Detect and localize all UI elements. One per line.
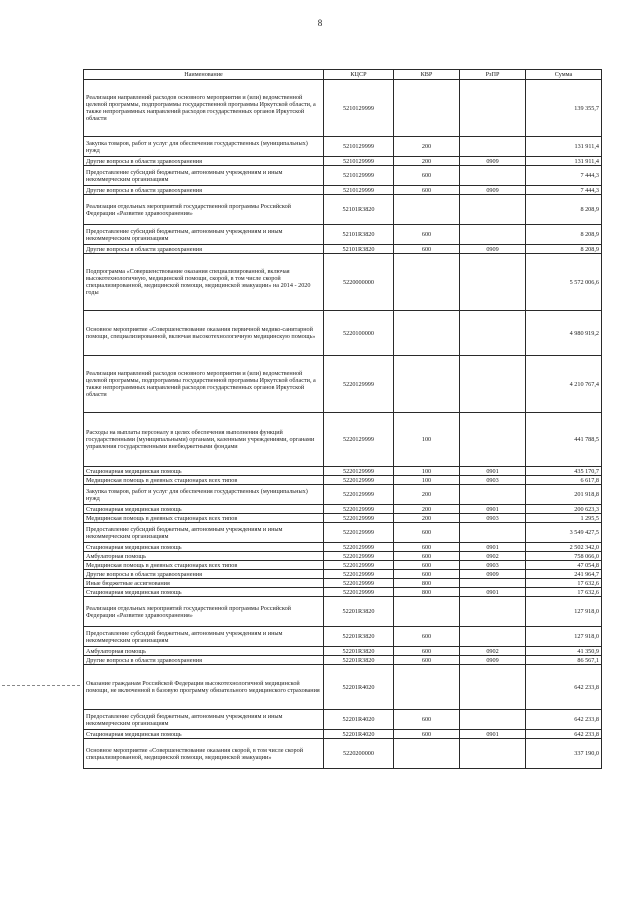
cell-kvr: 600 [394,627,460,647]
cell-kcsr: 5210129999 [324,166,394,186]
table-row [84,561,602,570]
cell-kvr: 600 [394,647,460,656]
cell-kvr: 200 [394,505,460,514]
cell-name: Предоставление субсидий бюджетным, автономным учреждениям и иным некоммерческим организациям [84,166,324,186]
cell-kvr: 200 [394,157,460,166]
cell-sum: 131 911,4 [526,157,602,166]
cell-kvr: 800 [394,579,460,588]
cell-kcsr: 5220129999 [324,485,394,505]
cell-sum: 4 210 767,4 [526,356,602,413]
cell-sum: 642 233,8 [526,665,602,710]
cell-rzpr [460,166,526,186]
cell-rzpr: 0901 [460,467,526,476]
cell-sum: 41 350,9 [526,647,602,656]
cell-name: Реализация направлений расходов основного мероприятия и (или) ведомственной целевой программы, подпрограммы государственной программы Иркутской области, а также непрограммных направлений расходов государственных органов Иркутской области [84,80,324,137]
table-row [84,311,602,356]
cell-name: Стационарная медицинская помощь [84,543,324,552]
cell-rzpr: 0903 [460,514,526,523]
cell-kvr: 600 [394,552,460,561]
cell-rzpr [460,579,526,588]
cell-name: Предоставление субсидий бюджетным, автономным учреждениям и иным некоммерческим организациям [84,627,324,647]
header-sum: Сумма [526,70,602,80]
cell-rzpr [460,413,526,467]
cell-name: Предоставление субсидий бюджетным, автономным учреждениям и иным некоммерческим организациям [84,523,324,543]
cell-name: Другие вопросы в области здравоохранения [84,157,324,166]
table-row [84,505,602,514]
cell-rzpr: 0903 [460,561,526,570]
cell-kcsr: 5220129999 [324,579,394,588]
cell-kvr: 600 [394,225,460,245]
cell-rzpr [460,523,526,543]
cell-kcsr: 5220129999 [324,552,394,561]
cell-kcsr: 5220200000 [324,739,394,769]
cell-kcsr: 52201R4020 [324,710,394,730]
cell-sum: 8 208,9 [526,195,602,225]
cell-rzpr: 0901 [460,505,526,514]
cell-name: Другие вопросы в области здравоохранения [84,245,324,254]
cell-rzpr: 0909 [460,186,526,195]
cell-kcsr: 52201R4020 [324,665,394,710]
cell-name: Стационарная медицинская помощь [84,467,324,476]
cell-name: Реализация отдельных мероприятий государственной программы Российской Федерации «Развитие здравоохранения» [84,597,324,627]
table-row [84,647,602,656]
table-row [84,225,602,245]
table-row [84,245,602,254]
table-row [84,656,602,665]
cell-rzpr [460,254,526,311]
cell-rzpr [460,597,526,627]
cell-kvr [394,597,460,627]
cell-kvr: 100 [394,467,460,476]
cell-name: Стационарная медицинская помощь [84,730,324,739]
table-row [84,157,602,166]
cell-kcsr: 52101R3820 [324,245,394,254]
cell-sum: 131 911,4 [526,137,602,157]
cell-kvr: 600 [394,245,460,254]
cell-name: Подпрограмма «Совершенствование оказания специализированной, включая высокотехнологичную, медицинской помощи, скорой, в том числе скорой специализированной, медицинской помощи, медицинской эвакуации» на 2014 - 2020 годы [84,254,324,311]
cell-kcsr: 5220129999 [324,523,394,543]
cell-rzpr: 0903 [460,476,526,485]
table-row [84,710,602,730]
table-row [84,665,602,710]
cell-name: Амбулаторная помощь [84,647,324,656]
cell-kvr: 600 [394,570,460,579]
cell-kvr: 800 [394,588,460,597]
header-rzpr: РзПР [460,70,526,80]
cell-sum: 8 208,9 [526,245,602,254]
cell-rzpr [460,311,526,356]
header-kcsr: КЦСР [324,70,394,80]
cell-kvr: 600 [394,730,460,739]
cell-kvr: 600 [394,561,460,570]
cell-kvr: 600 [394,656,460,665]
cell-rzpr [460,137,526,157]
cell-kvr: 600 [394,166,460,186]
cell-name: Закупка товаров, работ и услуг для обеспечения государственных (муниципальных) нужд [84,137,324,157]
cell-name: Медицинская помощь в дневных стационарах всех типов [84,561,324,570]
cell-kvr [394,195,460,225]
cell-sum: 139 355,7 [526,80,602,137]
budget-table [83,69,602,769]
table-body [84,80,602,769]
table-row [84,467,602,476]
cell-rzpr: 0902 [460,647,526,656]
cell-rzpr [460,739,526,769]
cell-rzpr: 0909 [460,656,526,665]
cell-kcsr: 5220129999 [324,413,394,467]
table-row [84,195,602,225]
table-row [84,552,602,561]
cell-kvr: 200 [394,137,460,157]
table-row [84,356,602,413]
table-row [84,476,602,485]
cell-name: Иные бюджетные ассигнования [84,579,324,588]
cell-kcsr: 52201R3820 [324,627,394,647]
cell-sum: 127 918,0 [526,627,602,647]
cell-name: Основное мероприятие «Совершенствование оказания первичной медико-санитарной помощи, специализированной, включая высокотехнологичную медицинскую помощь» [84,311,324,356]
cell-kvr: 600 [394,523,460,543]
cell-rzpr: 0909 [460,570,526,579]
page-number: 8 [317,18,323,28]
cell-sum: 5 572 006,6 [526,254,602,311]
cell-kcsr: 52201R3820 [324,656,394,665]
margin-dash-line [2,685,80,686]
cell-rzpr [460,665,526,710]
cell-kvr [394,739,460,769]
cell-kcsr: 5220129999 [324,505,394,514]
header-kvr: КВР [394,70,460,80]
table-row [84,137,602,157]
cell-sum: 4 980 919,2 [526,311,602,356]
cell-kvr: 200 [394,514,460,523]
cell-sum: 2 502 342,0 [526,543,602,552]
cell-kcsr: 5220129999 [324,543,394,552]
cell-sum: 435 170,7 [526,467,602,476]
cell-sum: 17 632,6 [526,579,602,588]
cell-kcsr: 5220100000 [324,311,394,356]
table-row [84,514,602,523]
cell-kvr [394,254,460,311]
cell-sum: 337 190,0 [526,739,602,769]
cell-kcsr: 52201R3820 [324,647,394,656]
cell-name: Расходы на выплаты персоналу в целях обеспечения выполнения функций государственными (муниципальными) органами, казенными учреждениями, органами управления государственными внебюджетными фондами [84,413,324,467]
cell-rzpr: 0909 [460,157,526,166]
cell-kvr [394,80,460,137]
cell-sum: 17 632,6 [526,588,602,597]
cell-name: Предоставление субсидий бюджетным, автономным учреждениям и иным некоммерческим организациям [84,225,324,245]
cell-kcsr: 52101R3820 [324,225,394,245]
cell-sum: 127 918,0 [526,597,602,627]
cell-sum: 86 567,1 [526,656,602,665]
cell-name: Стационарная медицинская помощь [84,505,324,514]
cell-kcsr: 5220129999 [324,570,394,579]
cell-rzpr [460,710,526,730]
cell-sum: 6 617,8 [526,476,602,485]
table-row [84,579,602,588]
cell-sum: 8 208,9 [526,225,602,245]
cell-name: Другие вопросы в области здравоохранения [84,656,324,665]
cell-name: Другие вопросы в области здравоохранения [84,570,324,579]
table-row [84,485,602,505]
cell-name: Другие вопросы в области здравоохранения [84,186,324,195]
cell-kcsr: 5210129999 [324,186,394,195]
table-row [84,543,602,552]
table-row [84,627,602,647]
table-row [84,588,602,597]
table-row [84,166,602,186]
cell-rzpr [460,225,526,245]
cell-kcsr: 5220129999 [324,356,394,413]
table-row [84,730,602,739]
cell-name: Амбулаторная помощь [84,552,324,561]
cell-name: Медицинская помощь в дневных стационарах всех типов [84,476,324,485]
cell-sum: 201 918,8 [526,485,602,505]
cell-rzpr: 0902 [460,552,526,561]
cell-kcsr: 5220129999 [324,476,394,485]
table-row [84,739,602,769]
cell-rzpr [460,356,526,413]
cell-name: Стационарная медицинская помощь [84,588,324,597]
header-name: Наименование [84,70,324,80]
cell-kvr: 600 [394,186,460,195]
cell-kcsr: 5210129999 [324,157,394,166]
cell-kvr: 600 [394,710,460,730]
cell-name: Предоставление субсидий бюджетным, автономным учреждениям и иным некоммерческим организациям [84,710,324,730]
cell-kcsr: 52201R4020 [324,730,394,739]
cell-sum: 642 233,8 [526,710,602,730]
cell-rzpr: 0901 [460,730,526,739]
cell-kvr: 600 [394,543,460,552]
cell-rzpr [460,627,526,647]
cell-kvr [394,311,460,356]
cell-kvr: 100 [394,476,460,485]
cell-name: Медицинская помощь в дневных стационарах всех типов [84,514,324,523]
cell-kvr [394,665,460,710]
cell-kcsr: 5220129999 [324,467,394,476]
cell-kvr: 100 [394,413,460,467]
cell-rzpr: 0909 [460,245,526,254]
cell-kcsr: 5210129999 [324,80,394,137]
cell-name: Реализация направлений расходов основного мероприятия и (или) ведомственной целевой программы, подпрограммы государственной программы Иркутской области, а также непрограммных направлений расходов государственных органов Иркутской области [84,356,324,413]
cell-sum: 3 549 427,5 [526,523,602,543]
cell-kcsr: 5220129999 [324,561,394,570]
cell-kcsr: 5220129999 [324,588,394,597]
table-row [84,523,602,543]
cell-rzpr [460,195,526,225]
cell-kvr: 200 [394,485,460,505]
cell-sum: 1 295,5 [526,514,602,523]
table-row [84,254,602,311]
cell-kcsr: 5220000000 [324,254,394,311]
cell-kcsr: 5210129999 [324,137,394,157]
table-row [84,186,602,195]
cell-kcsr: 5220129999 [324,514,394,523]
cell-sum: 642 233,8 [526,730,602,739]
cell-sum: 7 444,3 [526,186,602,195]
cell-kcsr: 52201R3820 [324,597,394,627]
table-row [84,597,602,627]
cell-sum: 7 444,3 [526,166,602,186]
table-row [84,80,602,137]
cell-rzpr [460,80,526,137]
cell-name: Реализация отдельных мероприятий государственной программы Российской Федерации «Развитие здравоохранения» [84,195,324,225]
table-row [84,570,602,579]
cell-sum: 241 964,7 [526,570,602,579]
cell-name: Оказание гражданам Российской Федерации высокотехнологичной медицинской помощи, не включенной в базовую программу обязательного медицинского страхования [84,665,324,710]
cell-rzpr: 0901 [460,543,526,552]
table-header-row [84,70,602,80]
cell-rzpr: 0901 [460,588,526,597]
cell-sum: 758 066,0 [526,552,602,561]
cell-sum: 441 788,5 [526,413,602,467]
cell-sum: 47 054,8 [526,561,602,570]
cell-name: Основное мероприятие «Совершенствование оказания скорой, в том числе скорой специализированной, медицинской помощи, медицинской эвакуации» [84,739,324,769]
cell-kvr [394,356,460,413]
cell-name: Закупка товаров, работ и услуг для обеспечения государственных (муниципальных) нужд [84,485,324,505]
cell-kcsr: 52101R3820 [324,195,394,225]
cell-rzpr [460,485,526,505]
table-row [84,413,602,467]
cell-sum: 200 623,3 [526,505,602,514]
